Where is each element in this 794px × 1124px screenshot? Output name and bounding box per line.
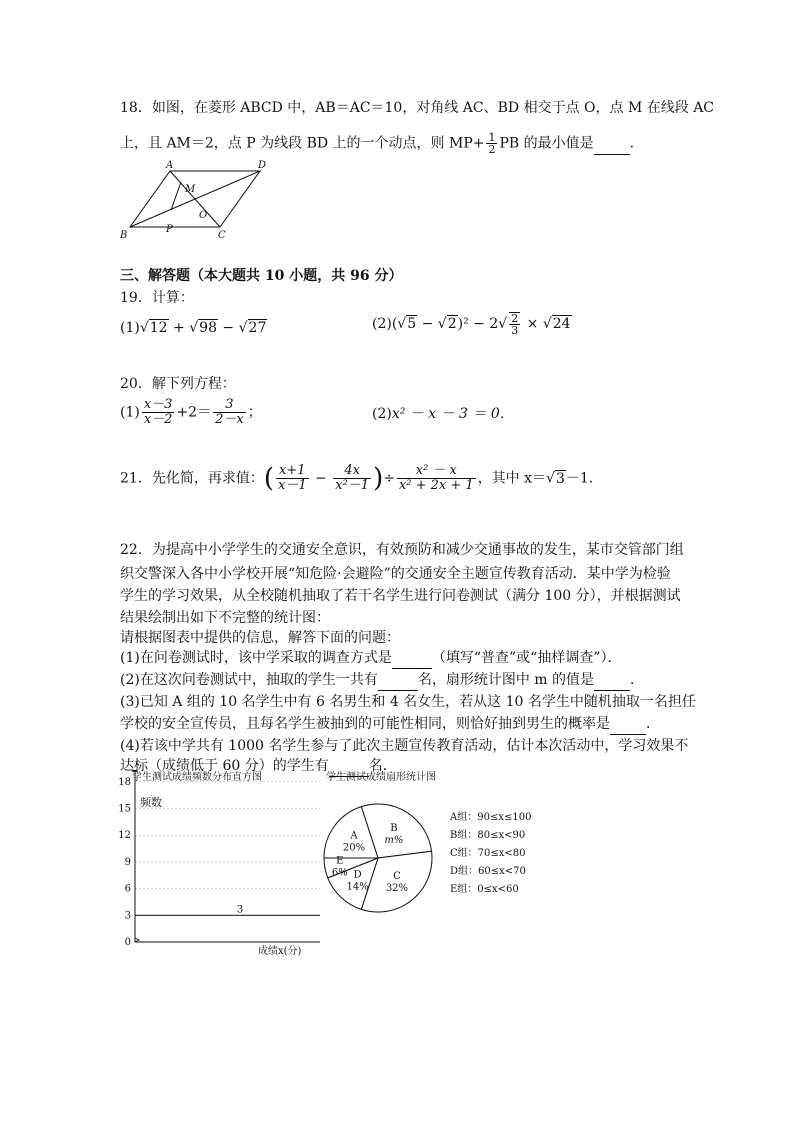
histogram-ylabel: 频数 <box>140 796 162 809</box>
pie-chart <box>310 770 550 920</box>
q22-sub2 <box>120 670 644 691</box>
q22-line-4: 结果绘制出如下不完整的统计图： <box>120 610 330 626</box>
histogram-bar <box>135 915 320 942</box>
label-b: B <box>120 230 128 240</box>
q22-s1-a: (1)在问卷测试时，该中学采取的调查方式是 <box>120 650 392 666</box>
q19-p2-root3: 24 <box>552 316 571 332</box>
q22-s1-blank <box>392 648 432 669</box>
q18-line1: 18．如图，在菱形 ABCD 中，AB＝AC＝10，对角线 AC、BD 相交于点 O，点 M 在线段 AC <box>120 100 715 116</box>
pie-value-label: m% <box>384 834 404 846</box>
pie-label: E <box>336 855 344 867</box>
q21-f3d: x² + 2x + 1 <box>398 478 474 493</box>
q18-frac-den: 2 <box>488 143 496 156</box>
q22-line-2: 织交警深入各中小学校开展“知危险·会避险”的交通安全主题宣传教育活动．某中学为检验 <box>120 566 671 582</box>
q18-line2-b: PB 的最小值是 <box>499 135 594 152</box>
q21-line: 21．先化简，再求值：( $\frac{x+1}{x-1}$ − $\frac{4x}{\text{x²－1}}$ )÷ $\frac{\text{x² － x}}{\text{x² + 2x + 1}}$ ，其中 x＝√3－1． <box>120 463 603 494</box>
q22-s2-c: ． <box>630 672 645 688</box>
q19-part2: (2)(√5 − √2)² − 2√ $\frac{2}{3}$ × √24 <box>372 312 571 337</box>
histogram-y-tick: 6 <box>124 883 131 895</box>
pie-value-label: 14% <box>346 881 369 893</box>
q21-root: 3 <box>555 470 565 487</box>
q22-line-3: 学生的学习效果，从全校随机抽取了若干名学生进行问卷测试（满分 100 分），并根据测试 <box>120 588 681 604</box>
q21-frac3 <box>397 464 476 493</box>
q19-p1-root1: 12 <box>149 320 168 336</box>
pie-value-label: 32% <box>385 882 409 894</box>
q21-rparen: ) <box>373 463 384 494</box>
pie-label: A <box>350 830 358 842</box>
q22-s2-blank2 <box>594 670 630 691</box>
q22-sub3-line2 <box>120 714 660 735</box>
pie-label: D <box>353 869 362 881</box>
histogram-y-tick: 3 <box>124 910 131 922</box>
label-a: A <box>166 160 174 171</box>
histogram-y-tick: 0 <box>124 937 131 948</box>
q18-line2-a: 上，且 AM＝2，点 P 为线段 BD 上的一个动点，则 MP+ <box>120 135 485 152</box>
q18-line2-end: ． <box>629 135 644 152</box>
label-m: M <box>185 184 196 195</box>
pie-label: C <box>393 870 401 882</box>
q21-where: ，其中 x＝ <box>477 470 547 487</box>
pie-title: 学生测试成绩扇形统计图 <box>326 772 436 783</box>
q22-s2-a: (2)在这次问卷测试中，抽取的学生一共有 <box>120 672 378 688</box>
q20-p2-label: (2) <box>372 406 392 422</box>
q19-p1-root2: 98 <box>199 320 217 336</box>
q18-line2 <box>120 132 644 155</box>
q19-p1-root3: 27 <box>248 320 267 336</box>
histogram-y-arrow-icon <box>132 770 138 772</box>
pie-value-label: 6% <box>331 867 348 879</box>
q22-line-5: 请根据图表中提供的信息，解答下面的问题： <box>120 630 400 646</box>
q21-lead: 21．先化简，再求值： <box>120 470 264 487</box>
q18-fraction <box>486 132 497 155</box>
q21-f1d: x－1 <box>277 478 307 493</box>
q21-f2n: 4x <box>333 464 371 479</box>
q22-sub3-line1: (3)已知 A 组的 10 名学生中有 6 名男生和 4 名女生，若从这 10 名学生中随机抽取一名担任 <box>120 694 696 710</box>
q20-p1-label: (1) <box>120 404 140 421</box>
pie-legend-item: D组：60≤x<70 <box>450 866 526 877</box>
q20-title: 20．解下列方程： <box>120 376 236 392</box>
q19-p2-fden: 3 <box>511 324 519 337</box>
q22-s3-text: 学校的安全宣传员，且每名学生被抽到的可能性相同，则恰好抽到男生的概率是 <box>120 716 610 732</box>
q22-s4-a: 达标（成绩低于 60 分）的学生有 <box>120 758 329 774</box>
q20-p1-d2: 2－x <box>215 412 244 427</box>
q19-p2-coef: 2 <box>489 316 499 332</box>
label-p: P <box>166 224 173 235</box>
rhombus-figure <box>115 158 275 240</box>
q22-sub1 <box>120 648 621 669</box>
q18-answer-blank <box>594 134 630 155</box>
q21-frac2 <box>333 464 371 493</box>
q21-lparen: ( <box>263 463 274 494</box>
q22-s4-b: 名． <box>368 758 397 774</box>
q22-s2-b: 名，扇形统计图中 m 的值是 <box>417 672 595 688</box>
q22-s1-b: （填写“普查”或“抽样调查”）． <box>431 650 622 666</box>
pie-label: B <box>390 822 398 834</box>
histogram-bar-label: 3 <box>236 904 244 916</box>
pie-legend-item: B组：80≤x<90 <box>450 830 526 841</box>
q22-line-1: 22．为提高中小学学生的交通安全意识，有效预防和减少交通事故的发生，某市交管部门组 <box>120 542 684 558</box>
q19-p2-root1: 5 <box>407 316 417 332</box>
histogram-xlabel: 成绩x(分) <box>258 946 302 957</box>
histogram-title: 学生测试成绩频数分布直方图 <box>132 772 262 783</box>
q19-title: 19．计算： <box>120 290 194 306</box>
pie-value-label: 20% <box>342 842 366 854</box>
q20-p1-frac1 <box>142 398 175 427</box>
label-d: D <box>258 160 267 171</box>
q22-s3-blank <box>610 714 646 735</box>
q21-f2d: x²－1 <box>335 478 370 493</box>
histogram-y-tick: 9 <box>124 856 131 868</box>
q18-frac-num: 1 <box>488 131 496 144</box>
q22-s2-blank1 <box>378 670 418 691</box>
q19-part1: (1)√12 + √98 − √27 <box>120 320 267 336</box>
q21-frac1 <box>276 464 309 493</box>
q19-p2-fnum: 2 <box>511 312 519 325</box>
q21-f3n: x² － x <box>397 464 476 479</box>
histogram-y-tick: 15 <box>118 803 131 815</box>
q19-p2-root2: 2 <box>447 316 457 332</box>
histogram-y-tick: 12 <box>118 830 131 842</box>
q20-part2 <box>372 404 514 424</box>
q22-sub4-line1: (4)若该中学共有 1000 名学生参与了此次主题宣传教育活动，估计本次活动中，学习效果不 <box>120 738 689 754</box>
q20-p1-frac2 <box>213 398 246 427</box>
q20-p1-d1: x－2 <box>143 412 173 427</box>
q19-p2-label: (2) <box>372 316 392 332</box>
q20-p1-mid: +2＝ <box>176 404 212 421</box>
q20-part1 <box>120 398 262 427</box>
q20-p1-n2: 3 <box>213 398 246 413</box>
q22-s3-end: ． <box>646 716 660 732</box>
pie-legend-item: E组：0≤x<60 <box>450 884 519 895</box>
section3-heading: 三、解答题（本大题共 10 小题，共 96 分） <box>120 268 403 284</box>
q21-tail: －1． <box>565 470 603 487</box>
histogram-chart <box>110 770 320 960</box>
q20-p1-n1: x－3 <box>143 397 173 412</box>
histogram-y-tick: 18 <box>118 776 131 788</box>
q20-p1-end: ； <box>247 404 262 421</box>
q19-p1-label: (1) <box>120 320 140 336</box>
label-c: C <box>218 230 226 240</box>
q21-f1n: x+1 <box>276 464 309 479</box>
q20-p2-expr: x² － x － 3 ＝ 0． <box>391 406 514 422</box>
pie-legend-item: A组：90≤x≤100 <box>450 812 532 823</box>
q19-p2-fraction <box>509 312 520 336</box>
label-o: O <box>199 210 208 221</box>
pie-legend-item: C组：70≤x<80 <box>450 848 526 859</box>
